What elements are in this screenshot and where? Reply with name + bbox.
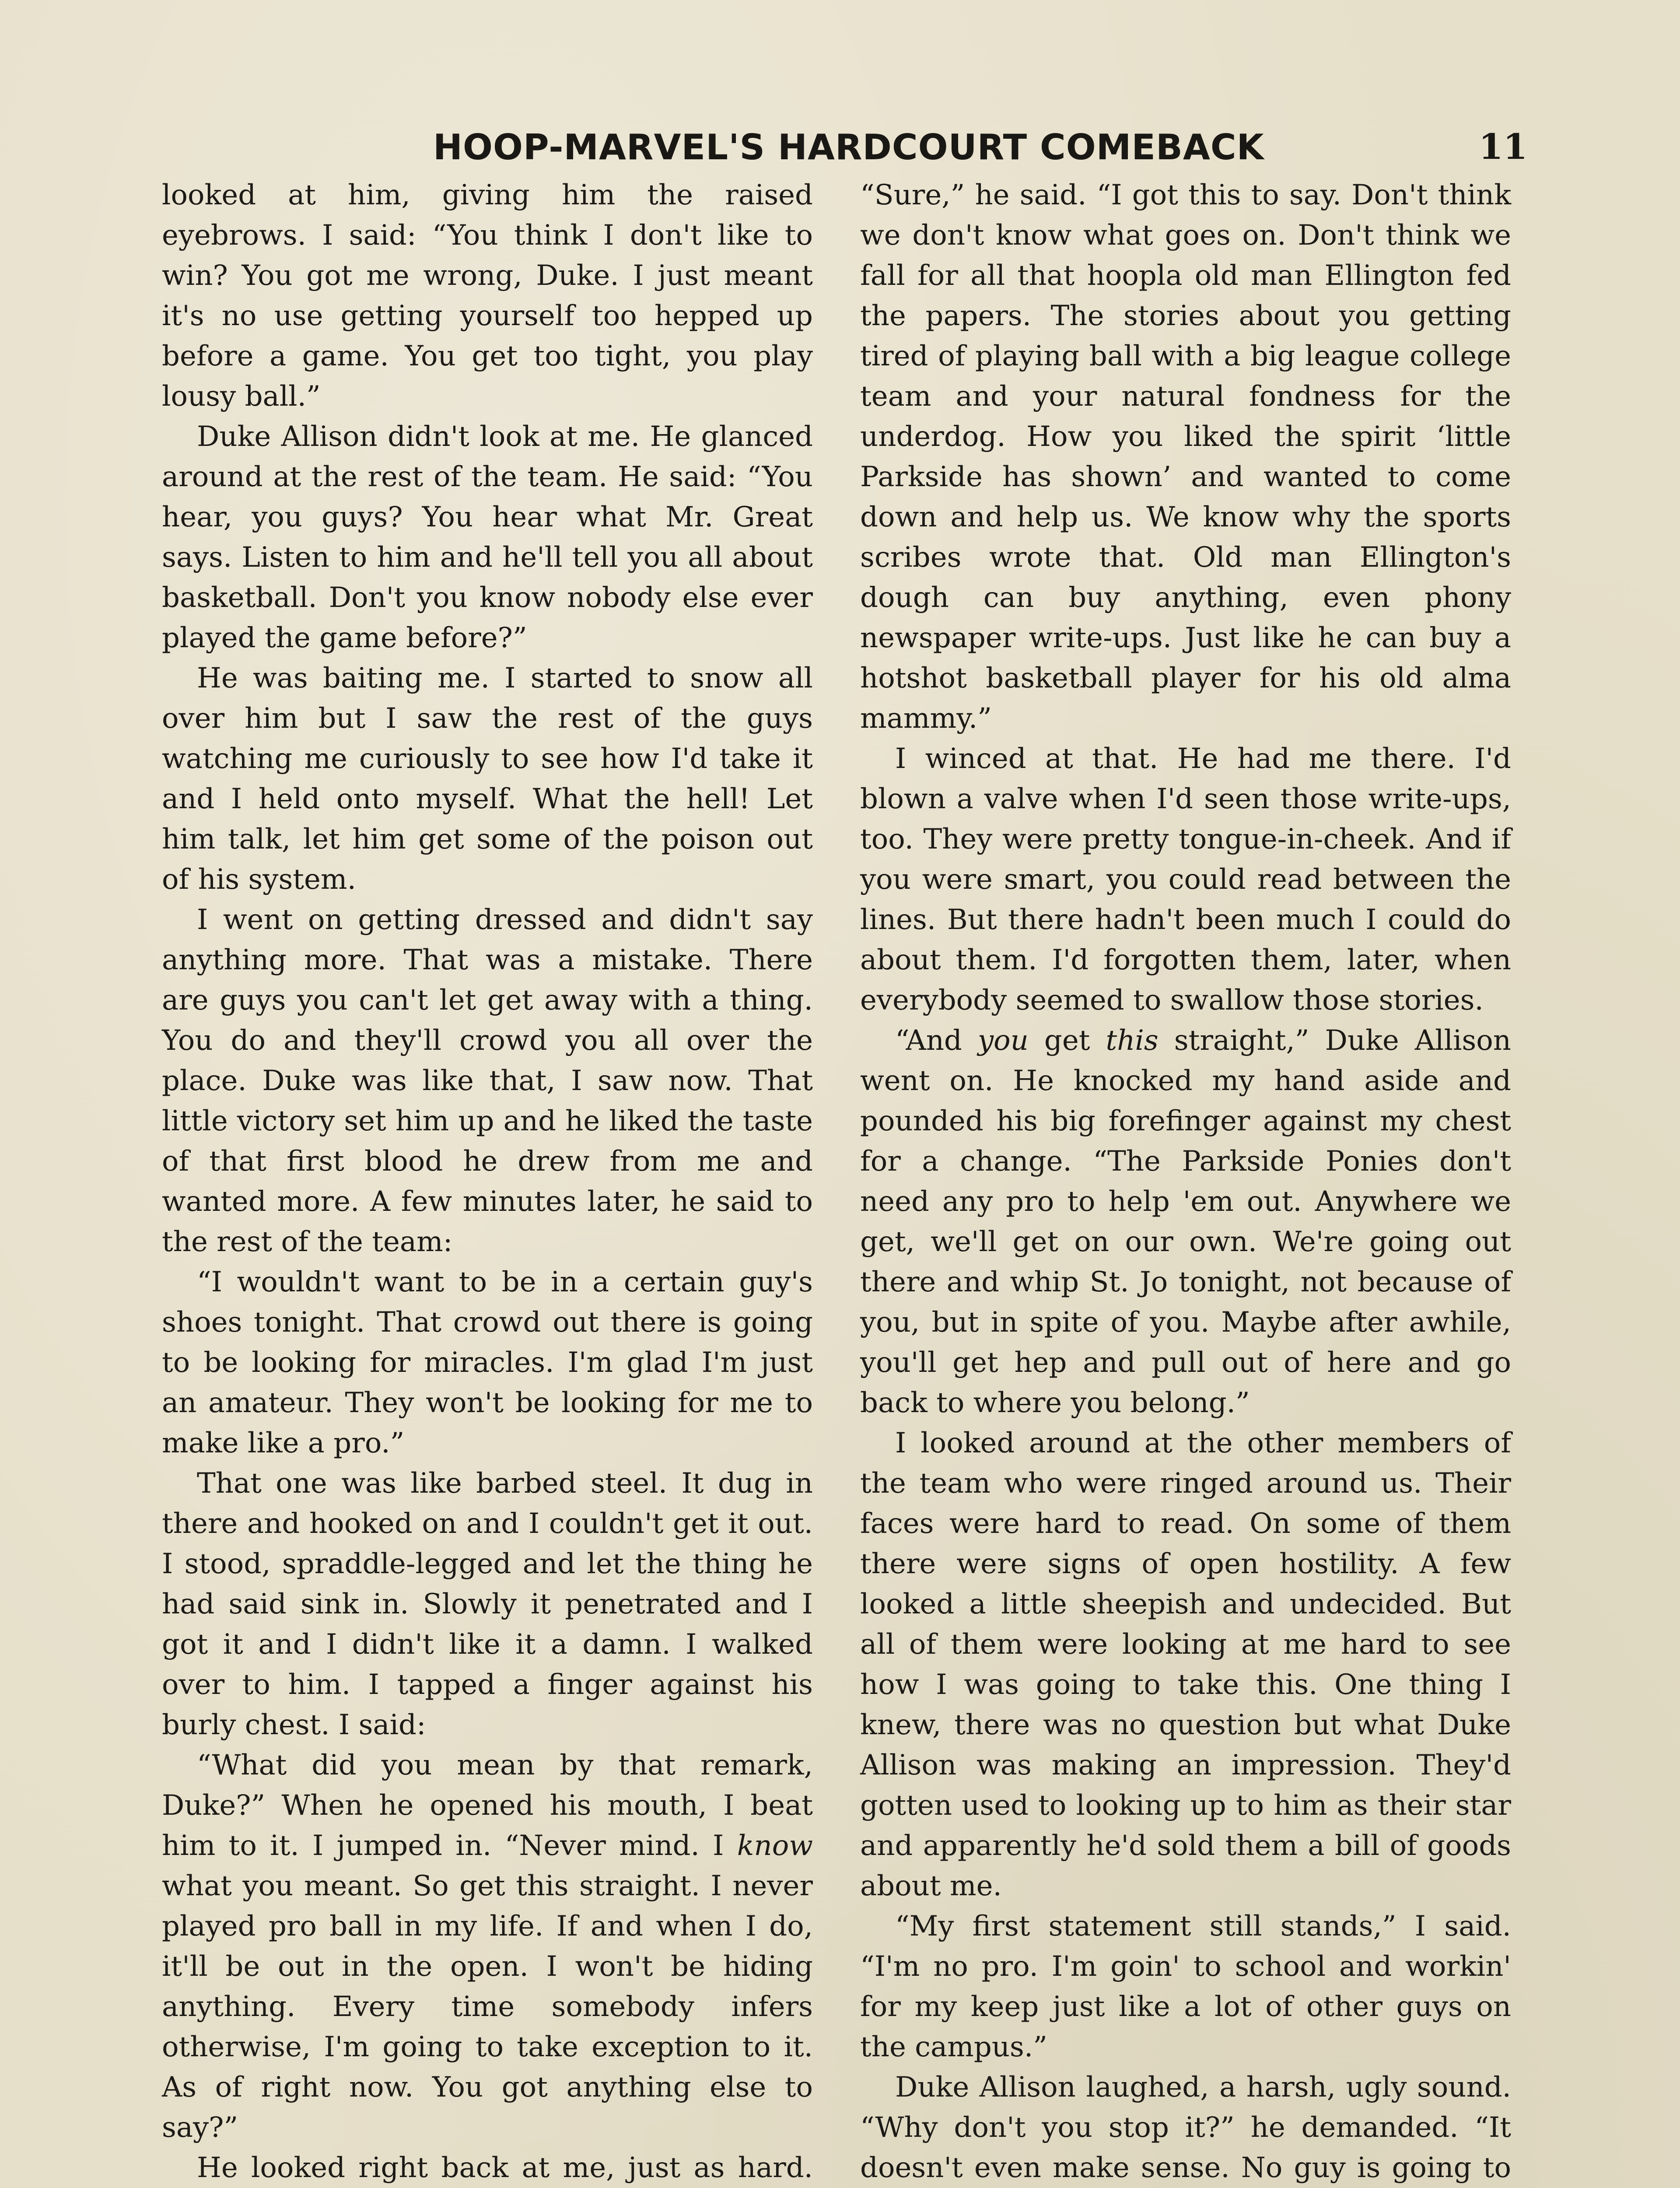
paragraph: “Sure,” he said. “I got this to say. Don't think we don't know what goes on. Don't think we fall for all that hoopla old man Ellington fed the papers. The stories about you getting tired of playing ball with a big league college team and your natural fondness for the underdog. How you liked the spirit ‘little Parkside has shown’ and wanted to come down and help us. We know why the sports scribes wrote that. Old man Ellington's dough can buy anything, even phony newspaper write-ups. Just like he can buy a hotshot basketball player for his old alma mammy.”	[860, 179, 1511, 735]
paragraph: looked at him, giving him the raised eyebrows. I said: “You think I don't like to win? You got me wrong, Duke. I just meant it's no use getting yourself too hepped up before a game. You get too tight, you play lousy ball.”	[162, 179, 813, 413]
paragraph: He looked right back at me, just as hard.	[197, 2152, 813, 2184]
left-text-column	[162, 175, 813, 2188]
italic-emphasis: know	[737, 1830, 813, 1862]
paragraph: I went on getting dressed and didn't say anything more. That was a mistake. There are guys you can't let get away with a thing. You do and they'll crowd you all over the place. Duke was like that, I saw now. That little victory set him up and he liked the taste of that first blood he drew from me and wanted more. A few minutes later, he said to the rest of the team:	[162, 904, 813, 1258]
paragraph: Duke Allison didn't look at me. He glanced around at the rest of the team. He said: “You hear, you guys? You hear what Mr. Great says. Listen to him and he'll tell you all about basketball. Don't you know nobody else ever played the game before?”	[162, 421, 813, 654]
right-text-column	[860, 175, 1511, 2188]
paragraph	[860, 1020, 1511, 1423]
paragraph-text: “What did you mean by that remark, Duke?” When he opened his mouth, I beat him to it. I jumped in. “Never mind. I	[162, 1749, 813, 1862]
paragraph: He was baiting me. I started to snow all over him but I saw the rest of the guys watching me curiously to see how I'd take it and I held onto myself. What the hell! Let him talk, let him get some of the poison out of his system.	[162, 662, 813, 896]
paragraph-text: what you meant. So get this straight. I never played pro ball in my life. If and when I do, it'll be out in the open. I won't be hiding anything. Every time somebody infers otherwise, I'm going to take exception to it. As of right now. You got anything else to say?”	[162, 1870, 813, 2144]
paragraph: Duke Allison laughed, a harsh, ugly sound. “Why don't you stop it?” he demanded. “It doesn't even make sense. No guy is going to	[860, 2071, 1511, 2184]
paragraph: “My first statement still stands,” I said. “I'm no pro. I'm goin' to school and workin' for my keep just like a lot of other guys on the campus.”	[860, 1910, 1511, 2063]
italic-emphasis: you	[977, 1024, 1029, 1057]
italic-emphasis: this	[1106, 1024, 1158, 1057]
running-head-title: HOOP-MARVEL'S HARDCOURT COMEBACK	[433, 127, 1264, 168]
page-number: 11	[1479, 126, 1528, 167]
paragraph-text: get	[1028, 1024, 1106, 1057]
paragraph: I looked around at the other members of the team who were ringed around us. Their faces were hard to read. On some of them there were signs of open hostility. A few looked a little sheepish and undecided. But all of them were looking at me hard to see how I was going to take this. One thing I knew, there was no question but what Duke Allison was making an impression. They'd gotten used to looking up to him as their star and apparently he'd sold them a bill of goods about me.	[860, 1427, 1511, 1902]
paragraph-text: straight,” Duke Allison went on. He knocked my hand aside and pounded his big forefinger against my chest for a change. “The Parkside Ponies don't need any pro to help 'em out. Anywhere we get, we'll get on our own. We're going out there and whip St. Jo tonight, not because of you, but in spite of you. Maybe after awhile, you'll get hep and pull out of here and go back to where you belong.”	[860, 1024, 1512, 1419]
paragraph: That one was like barbed steel. It dug in there and hooked on and I couldn't get it out. I stood, spraddle-legged and let the thing he had said sink in. Slowly it penetrated and I got it and I didn't like it a damn. I walked over to him. I tapped a finger against his burly chest. I said:	[162, 1467, 813, 1741]
paragraph-text: “And	[895, 1024, 978, 1057]
paragraph: “I wouldn't want to be in a certain guy's shoes tonight. That crowd out there is going to be looking for miracles. I'm glad I'm just an amateur. They won't be looking for me to make like a pro.”	[162, 1266, 813, 1459]
paragraph	[162, 1745, 813, 2148]
paragraph: I winced at that. He had me there. I'd blown a valve when I'd seen those write-ups, too. They were pretty tongue-in-cheek. And if you were smart, you could read between the lines. But there hadn't been much I could do about them. I'd forgotten them, later, when everybody seemed to swallow those stories.	[860, 743, 1511, 1017]
